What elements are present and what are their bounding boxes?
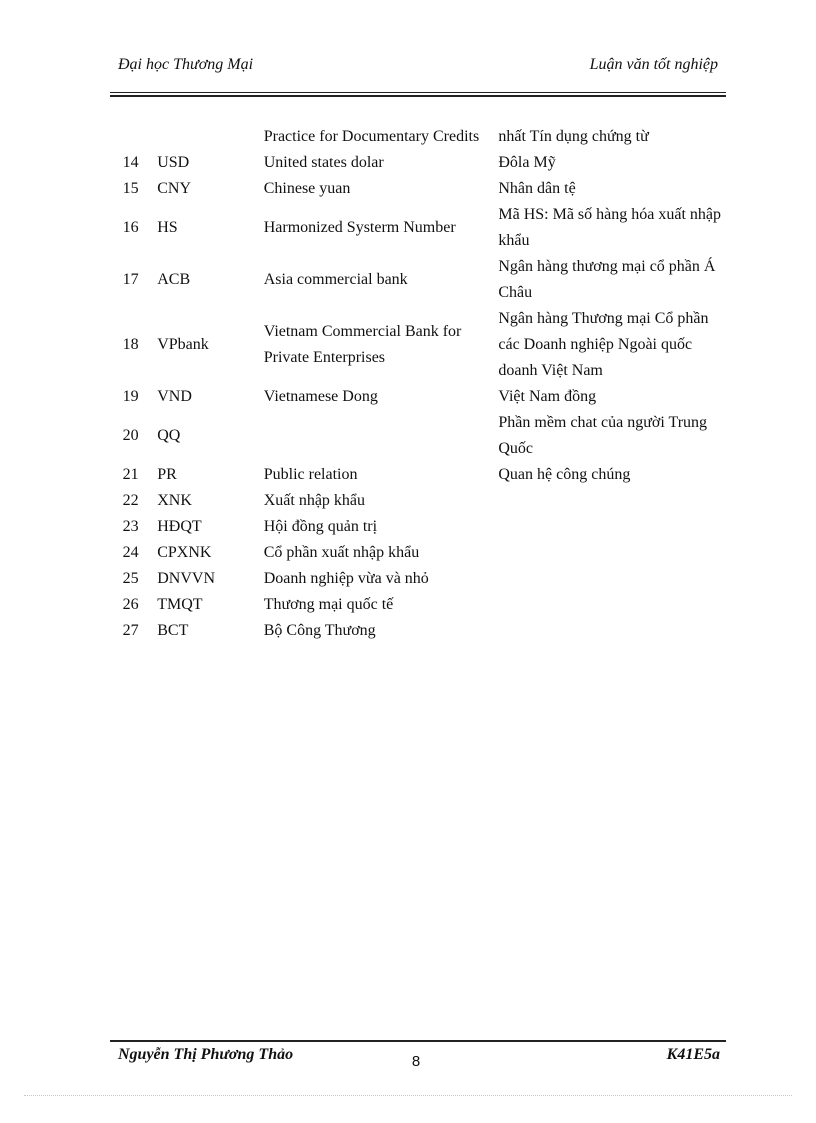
row-number: 15: [122, 180, 139, 197]
row-number: 26: [122, 596, 139, 613]
abbreviation-code: QQ: [157, 427, 181, 444]
row-number: 19: [122, 388, 139, 405]
english-term: Doanh nghiệp vừa và nhỏ: [263, 570, 429, 587]
vietnamese-meaning: [492, 540, 726, 566]
row-number: 22: [122, 492, 139, 509]
row-number: 21: [122, 466, 139, 483]
english-term: Asia commercial bank: [263, 271, 408, 288]
abbreviation-code: TMQT: [157, 596, 203, 613]
table-row: [110, 306, 726, 384]
vietnamese-meaning: Ngân hàng Thương mại Cổ phần các Doanh nghiệp Ngoài quốc doanh Việt Nam: [498, 310, 709, 379]
author-name: Nguyễn Thị Phương Thảo: [118, 1046, 294, 1063]
abbreviation-code: VND: [157, 388, 192, 405]
abbreviation-code: USD: [157, 154, 190, 171]
abbreviation-code: ACB: [157, 271, 191, 288]
table-row: [110, 410, 726, 462]
english-term: Public relation: [263, 466, 358, 483]
abbreviation-code: DNVVN: [157, 570, 215, 587]
row-number: 17: [122, 271, 139, 288]
row-number: 24: [122, 544, 139, 561]
class-code: K41E5a: [666, 1046, 720, 1063]
abbreviation-code: HĐQT: [157, 518, 202, 535]
english-term: Cổ phần xuất nhập khẩu: [263, 544, 420, 561]
english-term: Thương mại quốc tế: [263, 596, 394, 613]
vietnamese-meaning: Quan hệ công chúng: [498, 466, 631, 483]
abbreviation-code: [151, 124, 264, 150]
vietnamese-meaning: Việt Nam đồng: [498, 388, 597, 405]
row-number: 16: [122, 219, 139, 236]
row-number: 25: [122, 570, 139, 587]
table-row: [110, 150, 726, 176]
table-row: [110, 618, 726, 644]
english-term: Bộ Công Thương: [263, 622, 376, 639]
abbreviation-code: HS: [157, 219, 178, 236]
row-number: 20: [122, 427, 139, 444]
table-row: [110, 176, 726, 202]
vietnamese-meaning: Phần mềm chat của người Trung Quốc: [498, 414, 708, 457]
table-row: [110, 202, 726, 254]
row-number: 27: [122, 622, 139, 639]
row-number: 23: [122, 518, 139, 535]
english-term: United states dolar: [263, 154, 384, 171]
vietnamese-meaning: nhất Tín dụng chứng từ: [498, 128, 649, 145]
english-term: Chinese yuan: [263, 180, 351, 197]
vietnamese-meaning: [492, 592, 726, 618]
english-term: Harmonized Systerm Number: [263, 219, 456, 236]
abbreviation-code: BCT: [157, 622, 189, 639]
english-term: Vietnam Commercial Bank for Private Enterprises: [263, 323, 462, 366]
header-divider-thick: [110, 95, 726, 97]
table-row: [110, 540, 726, 566]
vietnamese-meaning: Đôla Mỹ: [498, 154, 556, 171]
table-row: [110, 254, 726, 306]
table-row: [110, 514, 726, 540]
table-row: [110, 384, 726, 410]
vietnamese-meaning: [492, 618, 726, 644]
document-type: Luận văn tốt nghiệp: [589, 56, 718, 73]
vietnamese-meaning: [492, 488, 726, 514]
english-term: Hội đồng quản trị: [263, 518, 378, 535]
table-row: [110, 566, 726, 592]
vietnamese-meaning: Mã HS: Mã số hàng hóa xuất nhập khẩu: [498, 206, 722, 249]
abbreviation-code: CPXNK: [157, 544, 212, 561]
table-row: [110, 592, 726, 618]
abbreviation-code: VPbank: [157, 336, 209, 353]
table-row: [110, 488, 726, 514]
footer-divider: [110, 1040, 726, 1042]
row-number: 14: [122, 154, 139, 171]
english-term: Xuất nhập khẩu: [263, 492, 366, 509]
table-row: [110, 124, 726, 150]
page-header: [118, 56, 718, 80]
row-number: 18: [122, 336, 139, 353]
page-bottom-border: [24, 1095, 792, 1096]
abbreviation-code: XNK: [157, 492, 192, 509]
english-term: [264, 410, 493, 462]
abbreviation-table: [110, 124, 726, 644]
vietnamese-meaning: [492, 514, 726, 540]
row-number: [110, 124, 151, 150]
table-row: [110, 462, 726, 488]
abbreviation-code: PR: [157, 466, 177, 483]
page-number: 8: [411, 1053, 421, 1070]
abbreviation-code: CNY: [157, 180, 191, 197]
english-term: Vietnamese Dong: [263, 388, 378, 405]
vietnamese-meaning: Nhân dân tệ: [498, 180, 576, 197]
vietnamese-meaning: Ngân hàng thương mại cổ phần Á Châu: [498, 258, 716, 301]
english-term: Practice for Documentary Credits: [263, 128, 480, 145]
university-name: Đại học Thương Mại: [118, 56, 254, 73]
vietnamese-meaning: [492, 566, 726, 592]
header-divider: [110, 92, 726, 93]
